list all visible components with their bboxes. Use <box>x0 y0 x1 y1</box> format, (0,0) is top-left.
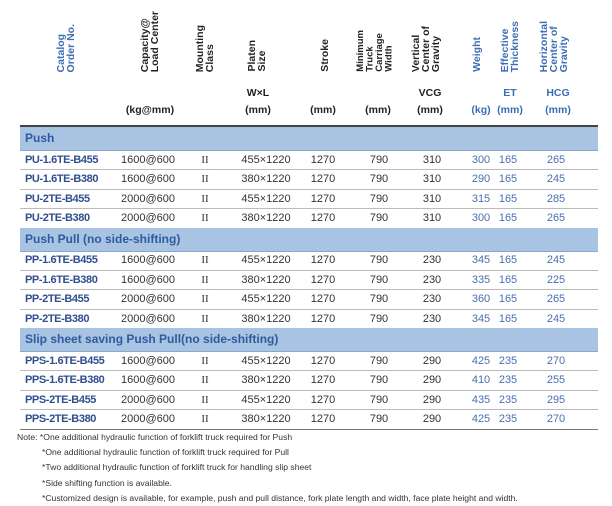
cell-weight: 290 <box>471 173 491 185</box>
table-row <box>20 309 598 330</box>
cell-hcg: 225 <box>546 273 566 286</box>
cell-stroke: 1270 <box>310 354 336 367</box>
cell-mounting-class: II <box>201 212 209 224</box>
cell-min-carriage-width: 790 <box>369 254 389 266</box>
cell-effective-thickness: 165 <box>498 173 518 185</box>
cell-mounting-class: II <box>201 173 209 185</box>
cell-weight: 300 <box>471 153 491 166</box>
section-header <box>20 328 598 352</box>
cell-hcg: 270 <box>546 413 566 425</box>
unit-capacity: (kg@mm) <box>125 104 175 116</box>
cell-hcg: 295 <box>546 393 566 406</box>
cell-platen-size: 380×1220 <box>241 413 291 425</box>
note-line: *Two additional hydraulic function of forklift truck for handling slip sheet <box>42 462 312 473</box>
cell-weight: 425 <box>471 413 491 425</box>
cell-effective-thickness: 165 <box>498 312 518 325</box>
cell-hcg: 265 <box>546 212 566 224</box>
cell-effective-thickness: 165 <box>498 192 518 205</box>
cell-mounting-class: II <box>201 374 209 386</box>
cell-effective-thickness: 235 <box>498 374 518 386</box>
unit-weight: (kg) <box>471 104 491 116</box>
cell-min-carriage-width: 790 <box>369 393 389 406</box>
cell-weight: 425 <box>471 354 491 367</box>
header-weight: Weight <box>471 37 483 72</box>
cell-capacity: 2000@600 <box>121 192 175 205</box>
table-row <box>20 390 598 411</box>
cell-vcg: 310 <box>422 173 442 185</box>
cell-catalog-no: PP-2TE-B380 <box>25 312 90 325</box>
cell-mounting-class: II <box>201 393 209 406</box>
cell-effective-thickness: 235 <box>498 354 518 367</box>
cell-effective-thickness: 235 <box>498 413 518 425</box>
cell-weight: 345 <box>471 254 491 266</box>
cell-vcg: 290 <box>422 393 442 406</box>
cell-hcg: 245 <box>546 173 566 185</box>
cell-capacity: 2000@600 <box>121 293 175 305</box>
cell-mounting-class: II <box>201 273 209 286</box>
cell-vcg: 310 <box>422 153 442 166</box>
cell-stroke: 1270 <box>310 393 336 406</box>
section-title: Push Pull (no side-shifting) <box>25 231 181 246</box>
cell-min-carriage-width: 790 <box>369 413 389 425</box>
cell-min-carriage-width: 790 <box>369 153 389 166</box>
cell-vcg: 290 <box>422 374 442 386</box>
table-row <box>20 169 598 190</box>
table-row <box>20 189 598 210</box>
cell-catalog-no: PU-2TE-B455 <box>25 192 90 205</box>
cell-stroke: 1270 <box>310 212 336 224</box>
cell-capacity: 1600@600 <box>121 374 175 386</box>
cell-vcg: 230 <box>422 312 442 325</box>
cell-vcg: 230 <box>422 254 442 266</box>
cell-stroke: 1270 <box>310 173 336 185</box>
cell-vcg: 290 <box>422 413 442 425</box>
cell-stroke: 1270 <box>310 312 336 325</box>
cell-weight: 300 <box>471 212 491 224</box>
header-hcg: Horizontal Center of Gravity <box>538 20 570 72</box>
cell-weight: 315 <box>471 192 491 205</box>
cell-min-carriage-width: 790 <box>369 192 389 205</box>
note-line: Note: *One additional hydraulic function of forklift truck required for Push <box>17 432 293 442</box>
cell-vcg: 310 <box>422 212 442 224</box>
cell-hcg: 285 <box>546 192 566 205</box>
cell-capacity: 2000@600 <box>121 212 175 224</box>
cell-hcg: 265 <box>546 293 566 305</box>
cell-catalog-no: PU-2TE-B380 <box>25 212 90 224</box>
cell-capacity: 2000@600 <box>121 393 175 406</box>
cell-stroke: 1270 <box>310 413 336 425</box>
cell-capacity: 1600@600 <box>121 153 175 166</box>
cell-capacity: 1600@600 <box>121 273 175 286</box>
cell-hcg: 255 <box>546 374 566 386</box>
cell-platen-size: 455×1220 <box>241 393 291 406</box>
cell-hcg: 245 <box>546 312 566 325</box>
cell-mounting-class: II <box>201 254 209 266</box>
cell-capacity: 2000@600 <box>121 413 175 425</box>
cell-stroke: 1270 <box>310 254 336 266</box>
cell-platen-size: 380×1220 <box>241 312 291 325</box>
unit-min-width: (mm) <box>365 104 391 116</box>
section-header <box>20 228 598 252</box>
cell-stroke: 1270 <box>310 273 336 286</box>
cell-min-carriage-width: 790 <box>369 173 389 185</box>
cell-vcg: 230 <box>422 293 442 305</box>
header-catalog-order-no: Catalog Order No. <box>55 23 77 72</box>
header-stroke: Stroke <box>319 39 331 72</box>
header-effective-thickness: Effective Thickness <box>499 20 521 72</box>
cell-effective-thickness: 235 <box>498 393 518 406</box>
cell-catalog-no: PU-1.6TE-B380 <box>25 173 99 185</box>
cell-min-carriage-width: 790 <box>369 374 389 386</box>
cell-platen-size: 455×1220 <box>241 192 291 205</box>
cell-min-carriage-width: 790 <box>369 212 389 224</box>
cell-weight: 335 <box>471 273 491 286</box>
unit-vcg-abbr: VCG <box>418 87 442 99</box>
cell-capacity: 2000@600 <box>121 312 175 325</box>
cell-platen-size: 380×1220 <box>241 212 291 224</box>
header-min-carriage-width: Minimum Truck Carriage Width <box>355 30 395 72</box>
note-line: *Side shifting function is available. <box>42 477 172 488</box>
table-row <box>20 289 598 310</box>
cell-catalog-no: PP-1.6TE-B380 <box>25 273 98 286</box>
cell-hcg: 265 <box>546 153 566 166</box>
cell-stroke: 1270 <box>310 153 336 166</box>
unit-stroke: (mm) <box>310 104 336 116</box>
cell-capacity: 1600@600 <box>121 173 175 185</box>
header-platen-size: Platen Size <box>246 40 268 72</box>
note-line: *Customized design is available, for example, push and pull distance, fork plate length and width, face plate height and width. <box>42 492 518 503</box>
unit-platen: (mm) <box>245 104 271 116</box>
cell-platen-size: 455×1220 <box>241 153 291 166</box>
cell-stroke: 1270 <box>310 374 336 386</box>
cell-vcg: 230 <box>422 273 442 286</box>
section-title: Slip sheet saving Push Pull(no side-shifting) <box>25 332 279 346</box>
cell-hcg: 245 <box>546 254 566 266</box>
table-row <box>20 270 598 291</box>
cell-catalog-no: PU-1.6TE-B455 <box>25 153 99 166</box>
table-row <box>20 409 598 430</box>
table-row <box>20 351 598 372</box>
cell-mounting-class: II <box>201 354 209 367</box>
cell-min-carriage-width: 790 <box>369 293 389 305</box>
notes <box>17 430 518 506</box>
cell-mounting-class: II <box>201 413 209 425</box>
cell-vcg: 310 <box>422 192 442 205</box>
cell-weight: 410 <box>471 374 491 386</box>
cell-catalog-no: PP-1.6TE-B455 <box>25 254 98 266</box>
cell-effective-thickness: 165 <box>498 254 518 266</box>
cell-effective-thickness: 165 <box>498 273 518 286</box>
header-capacity: Capacity@ Load Center <box>139 10 161 72</box>
cell-effective-thickness: 165 <box>498 293 518 305</box>
cell-catalog-no: PPS-2TE-B380 <box>25 413 97 425</box>
table-row <box>20 250 598 271</box>
unit-et: (mm) <box>497 104 523 116</box>
cell-platen-size: 380×1220 <box>241 374 291 386</box>
cell-min-carriage-width: 790 <box>369 273 389 286</box>
cell-stroke: 1270 <box>310 192 336 205</box>
cell-stroke: 1270 <box>310 293 336 305</box>
cell-vcg: 290 <box>422 354 442 367</box>
cell-catalog-no: PPS-1.6TE-B380 <box>25 374 105 386</box>
cell-capacity: 1600@600 <box>121 354 175 367</box>
cell-weight: 345 <box>471 312 491 325</box>
cell-capacity: 1600@600 <box>121 254 175 266</box>
header-mounting-class: Mounting Class <box>194 24 216 72</box>
unit-hcg-abbr: HCG <box>546 87 570 99</box>
table-row <box>20 370 598 391</box>
cell-min-carriage-width: 790 <box>369 312 389 325</box>
cell-mounting-class: II <box>201 153 209 166</box>
cell-platen-size: 455×1220 <box>241 254 291 266</box>
header-vcg: Vertical Center of Gravity <box>410 25 442 72</box>
cell-platen-size: 455×1220 <box>241 354 291 367</box>
cell-catalog-no: PP-2TE-B455 <box>25 293 90 305</box>
unit-hcg: (mm) <box>545 104 571 116</box>
cell-mounting-class: II <box>201 293 209 305</box>
cell-mounting-class: II <box>201 312 209 325</box>
cell-effective-thickness: 165 <box>498 212 518 224</box>
cell-platen-size: 455×1220 <box>241 293 291 305</box>
cell-platen-size: 380×1220 <box>241 173 291 185</box>
table-row <box>20 150 598 171</box>
cell-min-carriage-width: 790 <box>369 354 389 367</box>
note-line: *One additional hydraulic function of forklift truck required for Pull <box>42 447 289 458</box>
cell-mounting-class: II <box>201 192 209 205</box>
cell-hcg: 270 <box>546 354 566 367</box>
section-title: Push <box>25 131 55 145</box>
cell-weight: 360 <box>471 293 491 305</box>
cell-weight: 435 <box>471 393 491 406</box>
unit-et-abbr: ET <box>503 87 517 99</box>
cell-catalog-no: PPS-2TE-B455 <box>25 393 97 406</box>
cell-effective-thickness: 165 <box>498 153 518 166</box>
unit-vcg: (mm) <box>417 104 443 116</box>
table-row <box>20 208 598 229</box>
cell-platen-size: 380×1220 <box>241 273 291 286</box>
cell-catalog-no: PPS-1.6TE-B455 <box>25 354 105 367</box>
unit-platen-abbr: W×L <box>246 87 270 99</box>
section-header <box>20 127 598 151</box>
